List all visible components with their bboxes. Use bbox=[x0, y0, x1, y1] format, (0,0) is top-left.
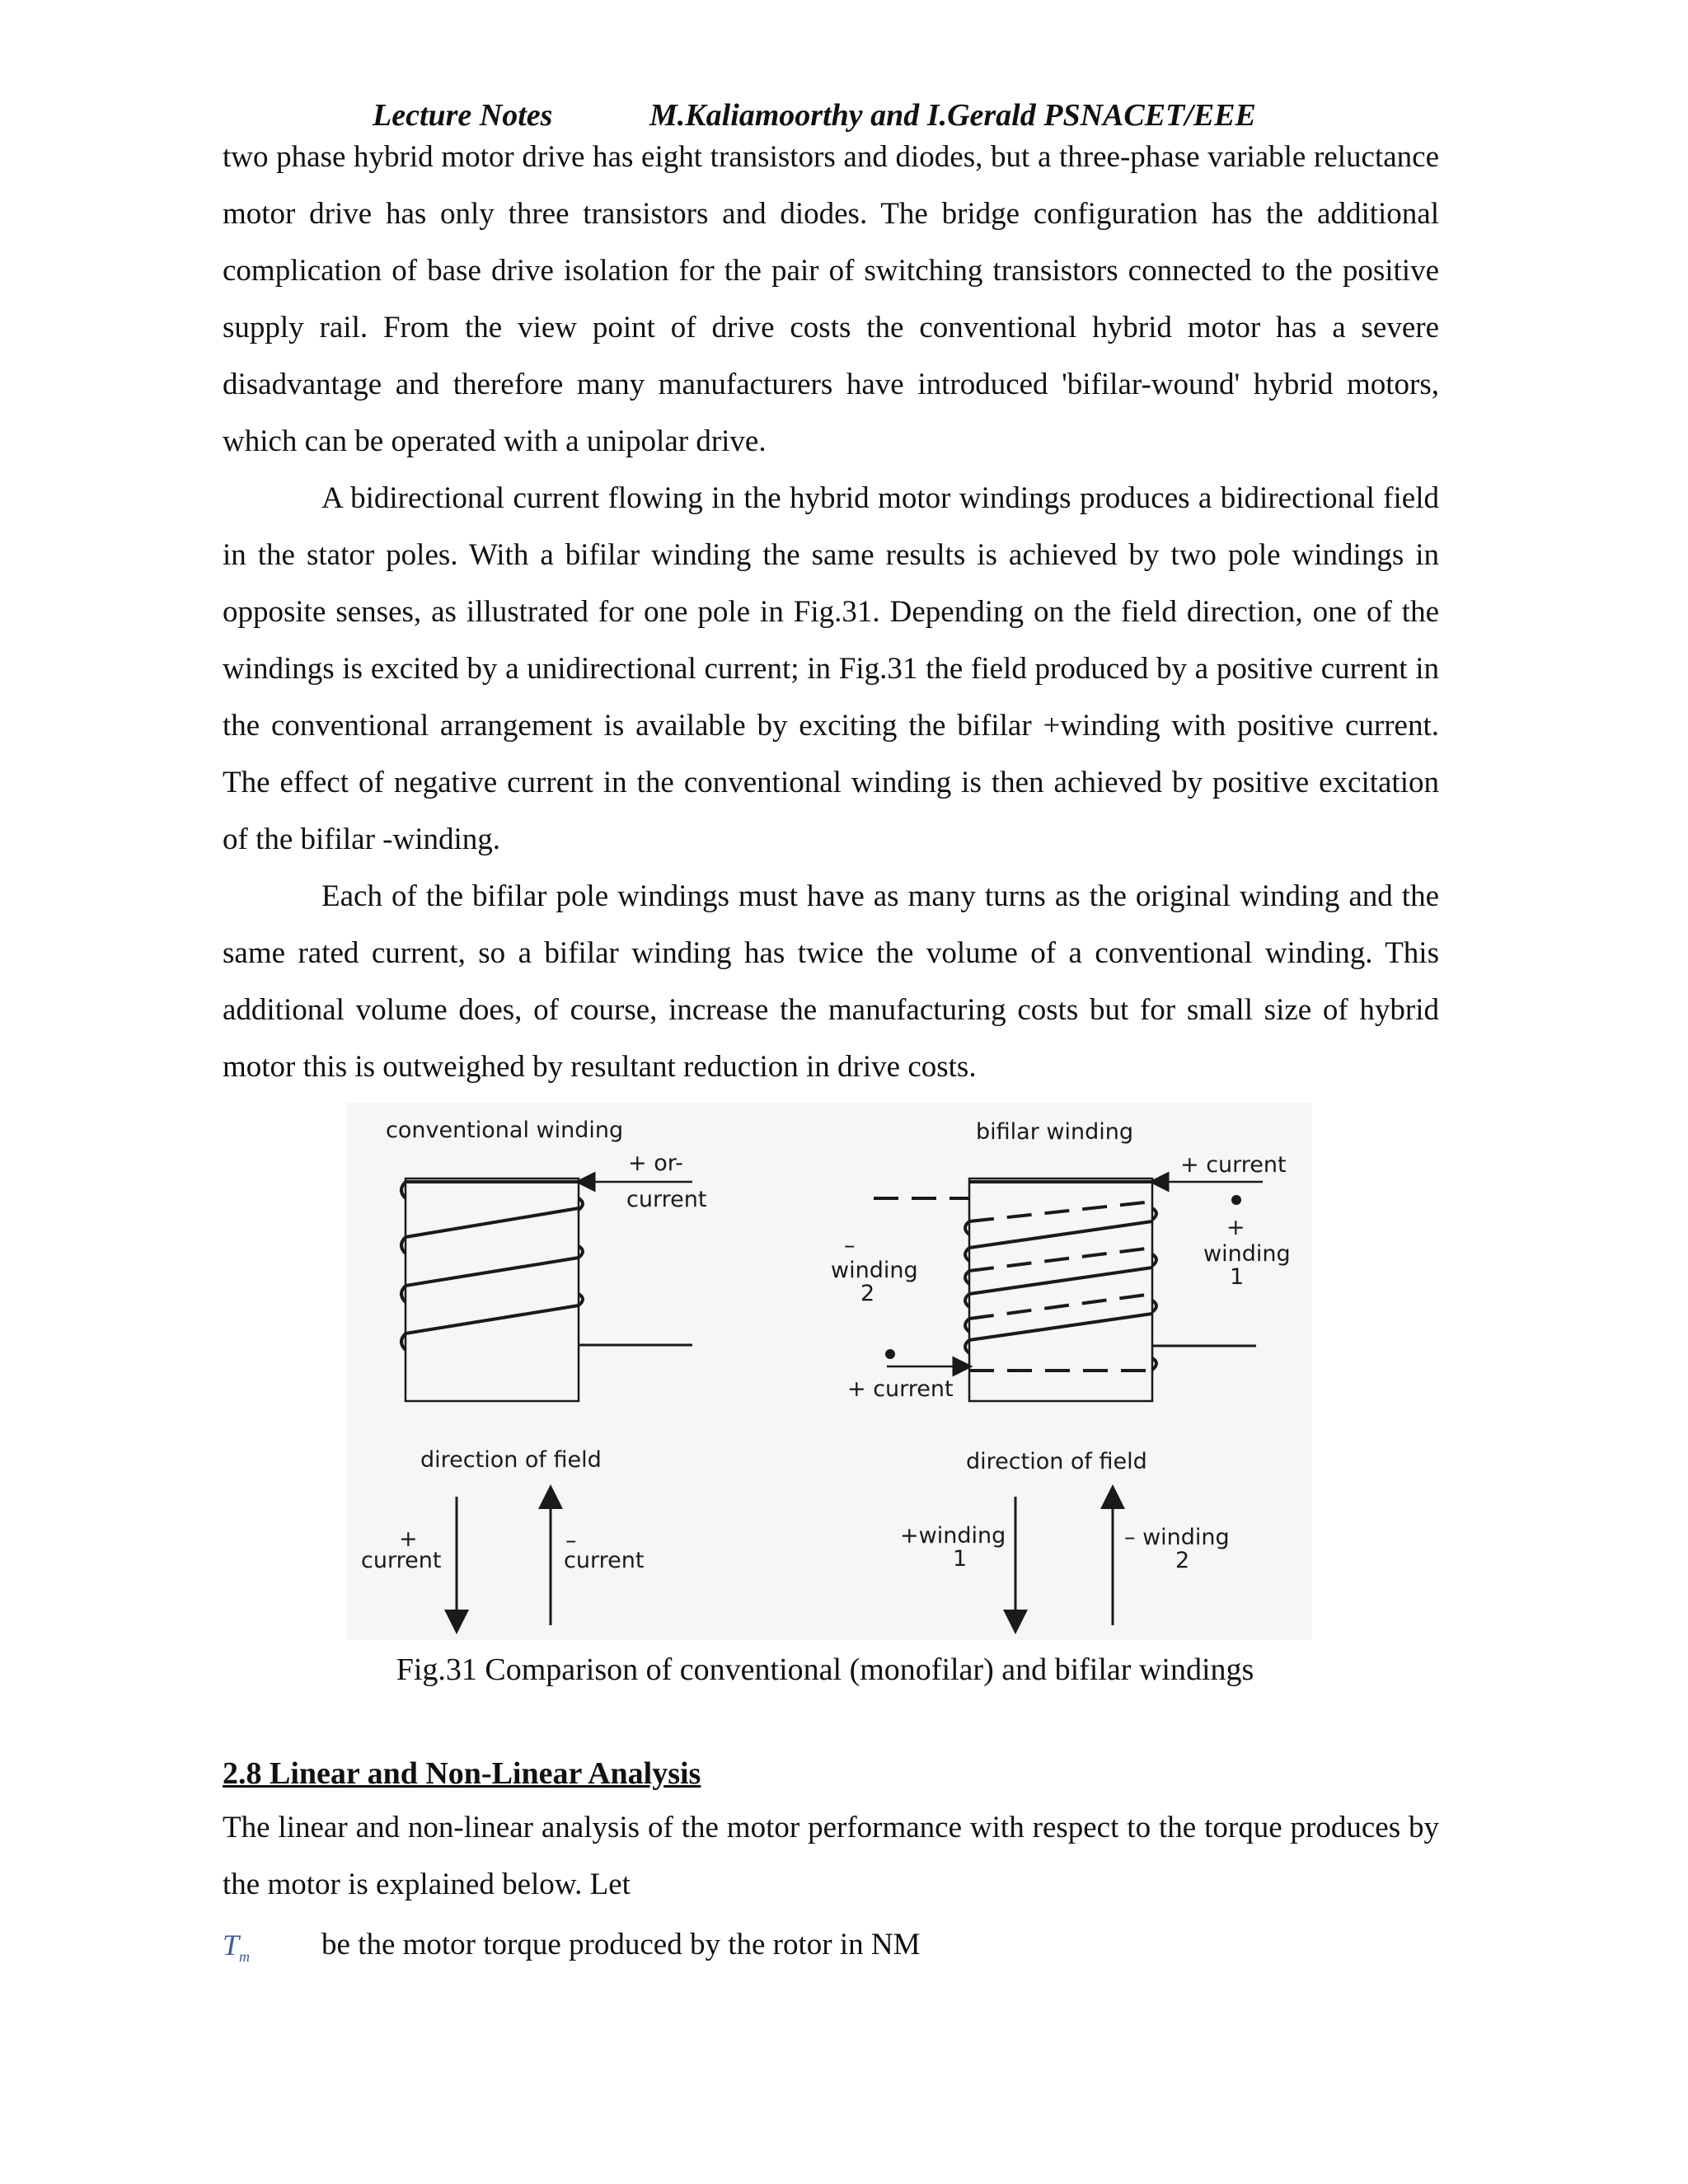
label-winding-2-number: 2 bbox=[860, 1281, 875, 1306]
figure-caption bbox=[223, 1647, 1439, 1693]
header-course: Lecture Notes bbox=[373, 98, 553, 133]
label-plus-or: + or- bbox=[628, 1151, 683, 1176]
body-text-bottom bbox=[223, 1799, 1439, 1913]
label-current-top: current bbox=[626, 1187, 707, 1212]
torque-symbol-sub: m bbox=[239, 1948, 251, 1966]
winding-2-dot bbox=[885, 1349, 895, 1359]
label-plus-sign-winding-1: + bbox=[1226, 1215, 1245, 1240]
body-text-top bbox=[223, 129, 1439, 1095]
label-conventional-winding: conventional winding bbox=[386, 1118, 624, 1143]
torque-symbol bbox=[223, 1922, 250, 1980]
bifilar-coil-solid bbox=[965, 1182, 1156, 1353]
label-current-minus: current bbox=[564, 1548, 645, 1573]
paragraph-2: A bidirectional current flowing in the hybrid motor windings produces a bidirectional field in the stator poles. With a bifilar winding the same results is achieved by two pole windings in opposite senses, as illustrated for one pole in Fig.31. Depending on the field direction, one of the windings is excited by a unidirectional current; in Fig.31 the field produced by a positive current in the conventional arrangement is available by exciting the bifilar +winding with positive current. The effect of negative current in the conventional winding is then achieved by positive excitation of the bifilar -winding. bbox=[223, 481, 1439, 856]
label-current-plus: current bbox=[361, 1548, 442, 1573]
label-minus-winding: – winding bbox=[1124, 1525, 1230, 1550]
conventional-coil bbox=[401, 1182, 583, 1350]
label-minus-sign-left: – bbox=[565, 1528, 577, 1554]
label-bifilar-winding: bifilar winding bbox=[976, 1119, 1133, 1145]
section-paragraph: The linear and non-linear analysis of the motor performance with respect to the torque produces by the motor is explained below. Let bbox=[223, 1811, 1439, 1901]
label-plus-current-bottom: + current bbox=[847, 1376, 954, 1402]
label-direction-of-field-left: direction of field bbox=[420, 1447, 602, 1473]
label-winding-2: winding bbox=[831, 1258, 918, 1283]
label-minus-winding-number: 2 bbox=[1175, 1548, 1190, 1573]
torque-symbol-main: T bbox=[223, 1929, 240, 1961]
label-plus-current-top: + current bbox=[1180, 1152, 1287, 1178]
label-plus-sign-left: + bbox=[399, 1526, 418, 1552]
section-heading: 2.8 Linear and Non-Linear Analysis bbox=[223, 1756, 701, 1791]
paragraph-3: Each of the bifilar pole windings must have as many turns as the original winding and the same rated current, so a bifilar winding has twice the volume of a conventional winding. This additional volume does, of course, increase the manufacturing costs but for small size of hybrid motor this is outweighed by resultant reduction in drive costs. bbox=[223, 879, 1439, 1084]
label-plus-winding: +winding bbox=[900, 1523, 1006, 1549]
label-direction-of-field-right: direction of field bbox=[966, 1449, 1147, 1474]
paragraph-1: two phase hybrid motor drive has eight transistors and diodes, but a three-phase variable reluctance motor drive has only three transistors and diodes. The bridge configuration has the additional complication of base drive isolation for the pair of switching transistors connected to the positive supply rail. From the view point of drive costs the conventional hybrid motor has a severe disadvantage and therefore many manufacturers have introduced 'bifilar-wound' hybrid motors, which can be operated with a unipolar drive. bbox=[223, 140, 1439, 458]
bifilar-coil-dashed bbox=[874, 1198, 1152, 1371]
label-plus-winding-number: 1 bbox=[953, 1546, 968, 1572]
figure-caption-text: Fig.31 Comparison of conventional (monofilar) and bifilar windings bbox=[396, 1652, 1254, 1687]
winding-diagram bbox=[346, 1103, 1312, 1640]
winding-1-dot bbox=[1231, 1195, 1241, 1205]
figure-31 bbox=[346, 1103, 1312, 1640]
torque-definition: be the motor torque produced by the rotor in NM bbox=[321, 1928, 921, 1961]
label-winding-1-number: 1 bbox=[1230, 1264, 1245, 1290]
label-minus-sign-winding-2: – bbox=[844, 1233, 856, 1258]
header-authors: M.Kaliamoorthy and I.Gerald PSNACET/EEE bbox=[649, 98, 1256, 133]
label-winding-1: winding bbox=[1203, 1241, 1291, 1267]
